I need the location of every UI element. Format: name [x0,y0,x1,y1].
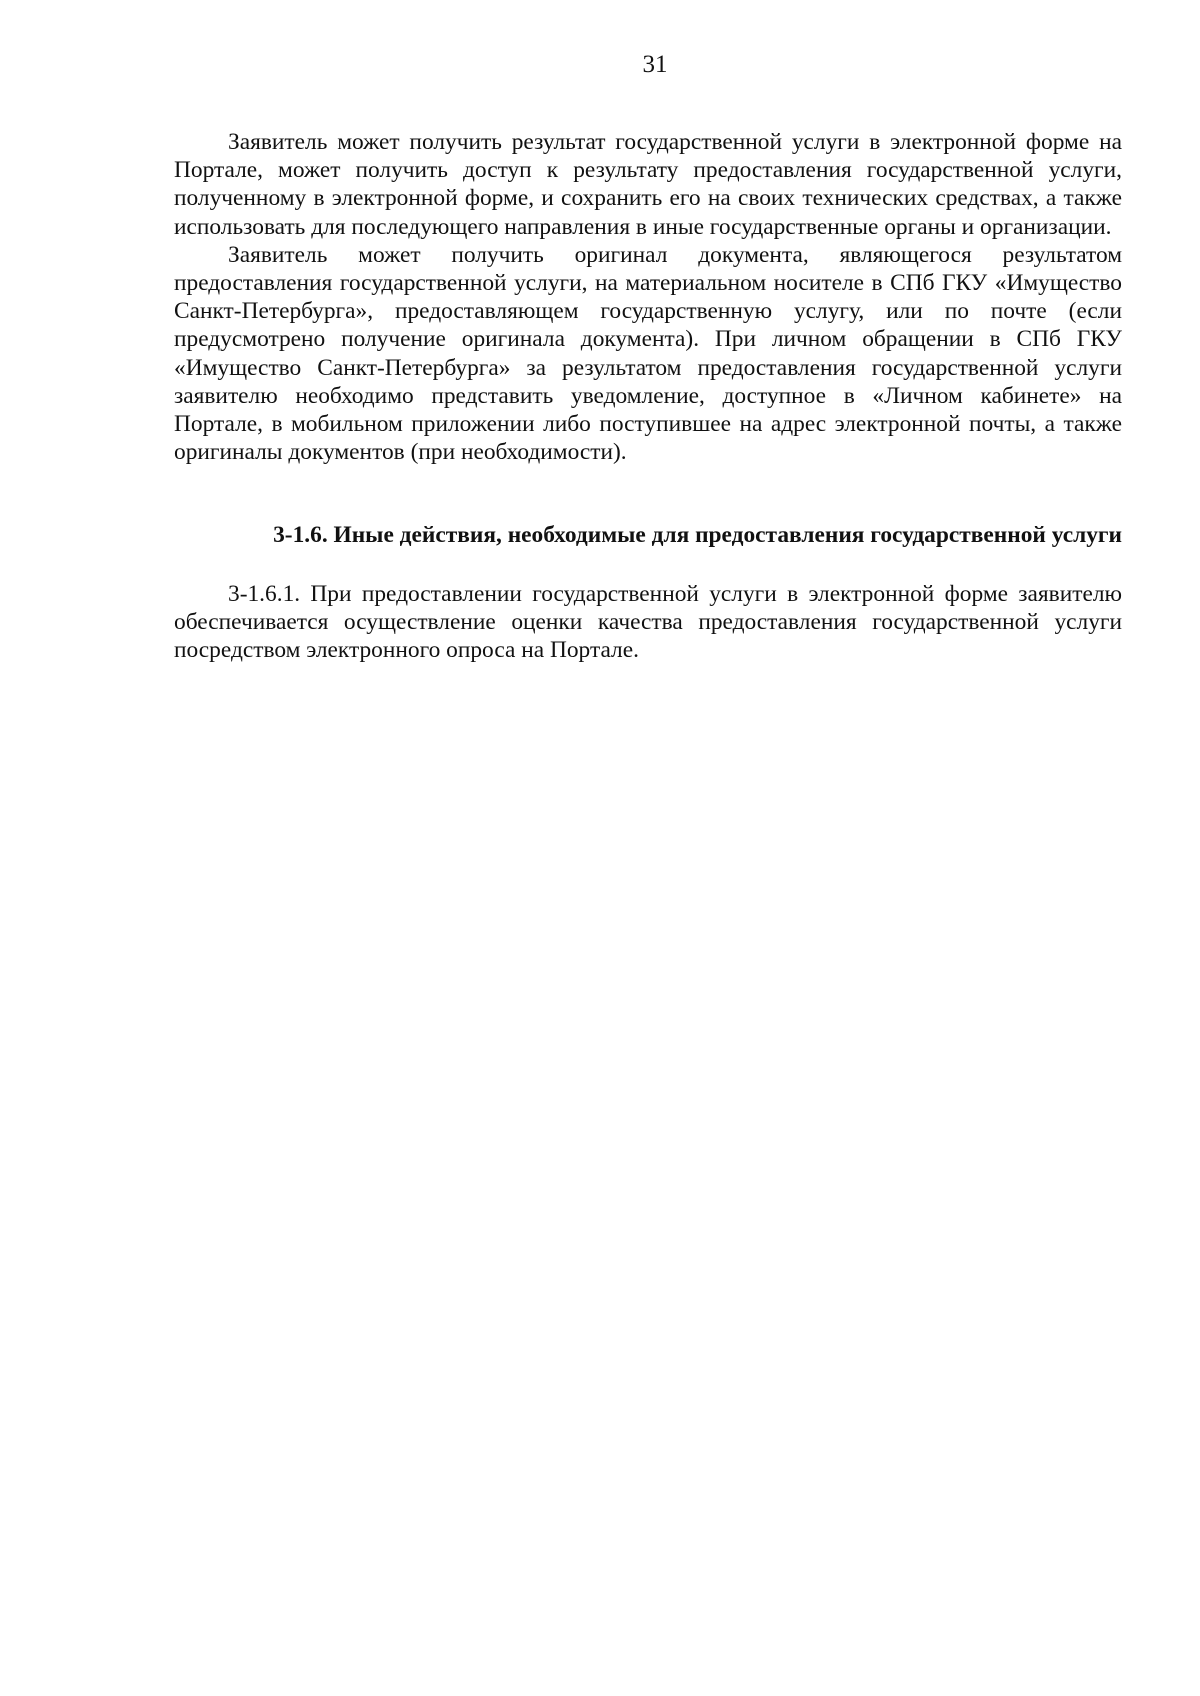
paragraph-result-original: Заявитель может получить оригинал документа, являющегося результатом предоставления государственной услуги, на материальном носителе в СПб ГКУ «Имущество Санкт-Петербурга», предоставляющем государственную услугу, или по почте (если предусмотрено получение оригинала документа). При личном обращении в СПб ГКУ «Имущество Санкт-Петербурга» за результатом предоставления государственной услуги заявителю необходимо представить уведомление, доступное в «Личном кабинете» на Портале, в мобильном приложении либо поступившее на адрес электронной почты, а также оригиналы документов (при необходимости). [174,241,1122,466]
page-number: 31 [642,51,668,78]
section-text-block [174,580,1122,665]
body-text-block [174,128,1122,466]
paragraph-result-electronic: Заявитель может получить результат государственной услуги в электронной форме на Портале, может получить доступ к результату предоставления государственной услуги, полученному в электронной форме, и сохранить его на своих технических средствах, а также использовать для последующего направления в иные государственные органы и организации. [174,129,1122,240]
paragraph-quality-assessment: 3-1.6.1. При предоставлении государственной услуги в электронной форме заявителю обеспечивается осуществление оценки качества предоставления государственной услуги посредством электронного опроса на Портале. [174,581,1122,664]
section-heading: 3-1.6. Иные действия, необходимые для предоставления государственной услуги [273,522,1122,548]
